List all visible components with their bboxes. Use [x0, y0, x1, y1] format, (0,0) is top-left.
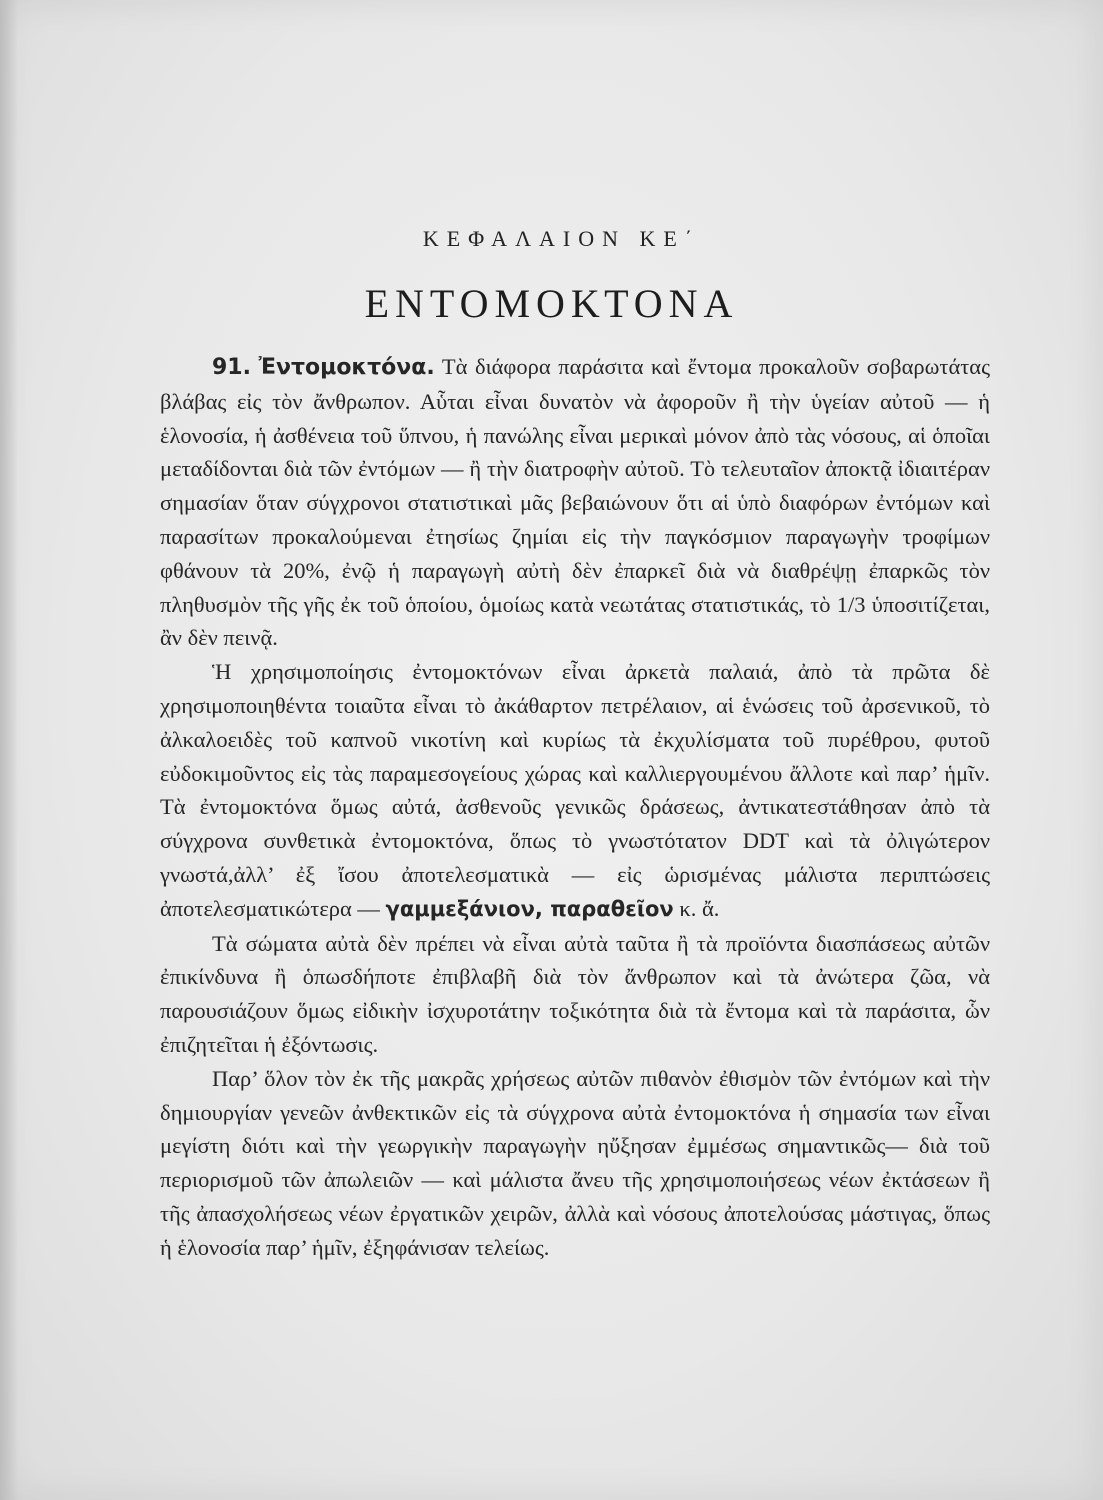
chapter-title: ΕΝΤΟΜΟΚΤΟΝΑ	[364, 281, 739, 326]
paragraph-2	[160, 655, 990, 926]
paragraph-1-text: Τὰ διάφορα παράσιτα καὶ ἔντομα προκαλοῦν σοβαρωτάτας βλάβας εἰς τὸν ἄνθρωπον. Αὗται εἶναι δυνατὸν νὰ ἀφοροῦν ἢ τὴν ὑγείαν αὐτοῦ — ἡ ἑλονοσία, ἡ ἀσθένεια τοῦ ὕπνου, ἡ πανώλης εἶναι μερικαὶ μόνον ἀπὸ τὰς νόσους, αἱ ὁποῖαι μεταδίδονται διὰ τῶν ἐντόμων — ἢ τὴν διατροφὴν αὐτοῦ. Τὸ τελευταῖον ἀποκτᾷ ἰδιαιτέραν σημασίαν ὅταν σύγχρονοι στατιστικαὶ μᾶς βεβαιώνουν ὅτι αἱ ὑπὸ διαφόρων ἐντόμων καὶ παρασίτων προκαλούμεναι ἐτησίως ζημίαι εἰς τὴν παγκόσμιον παραγωγὴν τροφίμων φθάνουν τὰ 20%, ἐνῷ ἡ παραγωγὴ αὐτὴ δὲν ἐπαρκεῖ διὰ νὰ διαθρέψῃ ἐπαρκῶς τὸν πληθυσμὸν τῆς γῆς ἐκ τοῦ ὁποίου, ὁμοίως κατὰ νεωτάτας στατιστικάς, τὸ 1/3 ὑποσιτίζεται, ἂν δὲν πεινᾷ.	[160, 354, 991, 651]
section-number: 91.	[212, 355, 251, 380]
body-text	[160, 350, 990, 1265]
paragraph-1	[160, 350, 990, 655]
paragraph-3	[160, 927, 990, 1062]
paragraph-4	[160, 1062, 990, 1265]
paragraph-3-text: Τὰ σώματα αὐτὰ δὲν πρέπει νὰ εἶναι αὐτὰ ταῦτα ἢ τὰ προϊόντα διασπάσεως αὐτῶν ἐπικίνδυνα ἢ ὁπωσδήποτε ἐπιβλαβῆ διὰ τὸν ἄνθρωπον καὶ τὰ ἀνώτερα ζῶα, νὰ παρουσιάζουν ὅμως εἰδικὴν ἰσχυροτάτην τοξικότητα διὰ τὰ ἔντομα καὶ τὰ παράσιτα, ὧν ἐπιζητεῖται ἡ ἐξόντωσις.	[160, 930, 990, 1057]
paragraph-4-text: Παρ’ ὅλον τὸν ἐκ τῆς μακρᾶς χρήσεως αὐτῶν πιθανὸν ἐθισμὸν τῶν ἐντόμων καὶ τὴν δημιουργίαν γενεῶν ἀνθεκτικῶν εἰς τὰ σύγχρονα αὐτὰ ἐντομοκτόνα ἡ σημασία των εἶναι μεγίστη διότι καὶ τὴν γεωργικὴν παραγωγὴν ηὔξησαν ἐμμέσως σημαντικῶς— διὰ τοῦ περιορισμοῦ τῶν ἀπωλειῶν — καὶ μάλιστα ἄνευ τῆς χρησιμοποιήσεως νέων ἐκτάσεων ἢ τῆς ἀπασχολήσεως νέων ἐργατικῶν χειρῶν, ἀλλὰ καὶ νόσους ἀποτελούσας μάστιγας, ὅπως ἡ ἑλονοσία παρ’ ἡμῖν, ἐξηφάνισαν τελείως.	[160, 1065, 990, 1260]
chapter-label: ΚΕΦΑΛΑΙΟΝ ΚΕ΄	[422, 226, 701, 251]
paragraph-2-text: Ἡ χρησιμοποίησις ἐντομοκτόνων εἶναι ἀρκετὰ παλαιά, ἀπὸ τὰ πρῶτα δὲ χρησιμοποιηθέντα τοιαῦτα εἶναι τὸ ἀκάθαρτον πετρέλαιον, αἱ ἑνώσεις τοῦ ἀρσενικοῦ, τὸ ἀλκαλοειδὲς τοῦ καπνοῦ νικοτίνη καὶ κυρίως τὰ ἐκχυλίσματα τοῦ πυρέθρου, φυτοῦ εὐδοκιμοῦντος εἰς τὰς παραμεσογείους χώρας καὶ καλλιεργουμένου ἄλλοτε καὶ παρ’ ἡμῖν. Τὰ ἐντομοκτόνα ὅμως αὐτά, ἀσθενοῦς γενικῶς δράσεως, ἀντικατεστάθησαν ἀπὸ τὰ σύγχρονα συνθετικὰ ἐντομοκτόνα, ὅπως τὸ γνωστότατον DDT καὶ τὰ ὀλιγώτερον γνωστά,ἀλλ’ ἐξ ἴσου ἀποτελεσματικὰ — εἰς ὡρισμένας μάλιστα περιπτώσεις ἀποτελεσματικώτερα —	[160, 659, 990, 921]
paragraph-2-bold-terms: γαμμεξάνιον, παραθεῖον	[385, 896, 674, 921]
paragraph-2-end: κ. ἄ.	[679, 895, 720, 921]
section-heading: Ἐντομοκτόνα.	[258, 355, 435, 380]
